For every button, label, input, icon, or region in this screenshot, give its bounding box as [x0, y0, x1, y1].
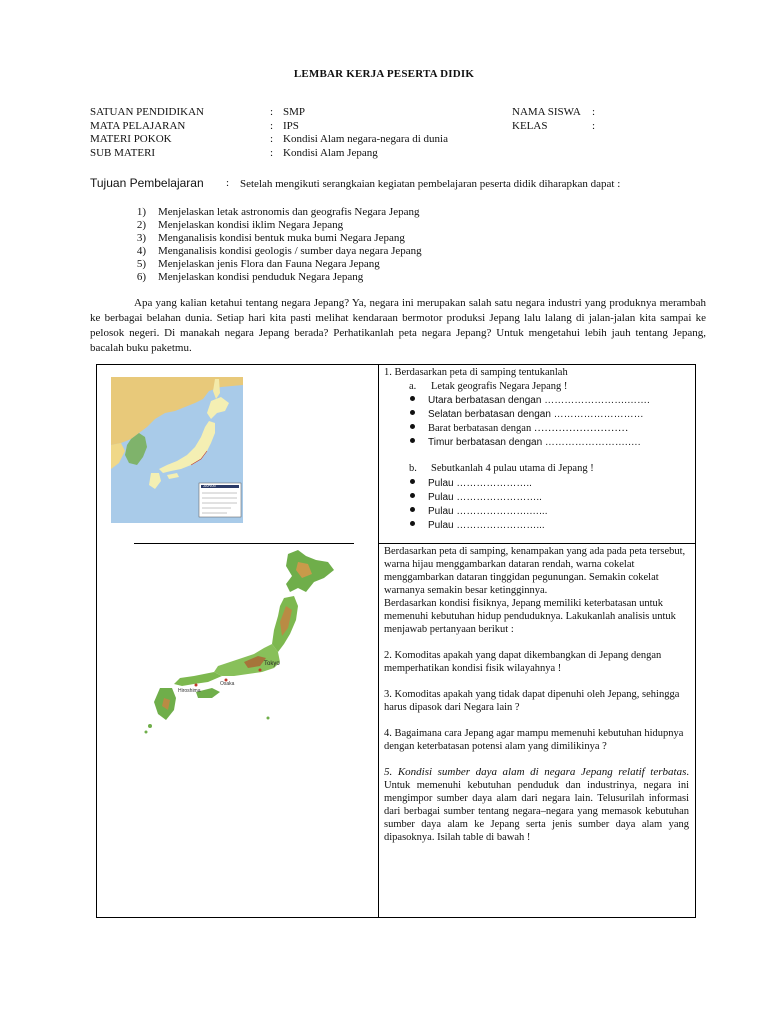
meta-label-mapel: MATA PELAJARAN — [90, 120, 186, 132]
objectives-colon: : — [226, 177, 230, 189]
japan-political-map-graphic — [111, 377, 243, 523]
analysis-questions — [384, 545, 689, 844]
meta-colon: : — [270, 133, 274, 145]
q1-b-item — [410, 491, 542, 504]
objective-item: Menjelaskan letak astronomis dan geografis Negara Jepang — [158, 206, 420, 218]
meta-label-submateri: SUB MATERI — [90, 147, 156, 159]
map-label-tokyo: Tokyo — [264, 661, 280, 667]
bullet-icon — [410, 479, 415, 484]
question-5-rest: . Untuk memenuhi kebutuhan penduduk dan industrinya, negara ini mengimpor sumber daya alam dari negara lain. Telusurilah informasi dari berbagai sumber tentang negara–negara yang memasok kebutuhan sumber daya alam ke Jepang serta jenis sumber daya alam yang dipasoknya. Isilah table di bawah ! — [384, 767, 689, 843]
objective-number: 5) — [136, 258, 146, 270]
q1-a-item — [410, 422, 628, 435]
meta-value-satuan: SMP — [283, 106, 306, 118]
question-2: 2. Komoditas apakah yang dapat dikembangkan di Jepang dengan memperhatikan kondisi fisik wilayahnya ! — [384, 650, 662, 674]
meta-value-mapel: IPS — [283, 120, 299, 132]
q1-b-item-text: Pulau ………………….…... — [428, 506, 548, 517]
objective-item: Menjelaskan kondisi penduduk Negara Jepang — [158, 271, 364, 283]
q1-a-text: Letak geografis Negara Jepang ! — [431, 381, 568, 392]
intro-paragraph: Apa yang kalian ketahui tentang negara Jepang? Ya, negara ini merupakan salah satu negara industri yang produknya merambah ke berbagai belahan dunia. Setiap hari kita pasti melihat kendaraan bermotor produksi Jepang lalu lalang di jalan-jalan kita sampai ke pelosok negeri. Di manakah negara Jepang berada? Perhatikanlah peta negara Jepang? Untuk mengetahui lebih jauh tentang Jepang, bacalah buku paketmu. — [90, 297, 706, 354]
q1-a-item — [410, 408, 644, 421]
q1-b-item — [410, 505, 547, 518]
objective-item: Menjelaskan jenis Flora dan Fauna Negara Jepang — [158, 258, 380, 270]
meta-label-materi: MATERI POKOK — [90, 133, 172, 145]
student-class-label: KELAS — [512, 120, 548, 132]
meta-value-submateri: Kondisi Alam Jepang — [283, 147, 378, 159]
bullet-icon — [410, 438, 415, 443]
student-class-colon: : — [592, 120, 596, 132]
japan-physical-map-graphic — [138, 548, 354, 738]
q1-b-item — [410, 519, 545, 532]
q1-b-item-text: Pulau …………………….. — [428, 492, 542, 503]
question-4: 4. Bagaimana cara Jepang agar mampu memenuhi kebutuhan hidupnya dengan keterbatasan potensi alam yang dimilikinya ? — [384, 728, 684, 752]
q1-b-item-text: Pulau ……………………... — [428, 520, 545, 531]
map-legend-title: JAPAN — [203, 483, 216, 488]
objective-number: 3) — [136, 232, 146, 244]
objectives-label: Tujuan Pembelajaran — [90, 176, 204, 190]
question-5 — [384, 766, 689, 844]
meta-colon: : — [270, 106, 274, 118]
objective-number: 1) — [136, 206, 146, 218]
objective-number: 4) — [136, 245, 146, 257]
q1-b-label: b. — [409, 463, 417, 474]
q1-a-item-text: Utara berbatasan dengan …………………….……. — [428, 395, 650, 406]
student-name-label: NAMA SISWA — [512, 106, 581, 118]
meta-colon: : — [270, 120, 274, 132]
objective-item: Menganalisis kondisi geologis / sumber daya negara Jepang — [158, 245, 422, 257]
question-3: 3. Komoditas apakah yang tidak dapat dipenuhi oleh Jepang, sehingga harus dipasok dari Negara lain ? — [384, 689, 680, 713]
meta-colon: : — [270, 147, 274, 159]
table-divider-horizontal-left — [134, 543, 354, 544]
map-label-osaka: Osaka — [220, 681, 235, 687]
analysis-intro: Berdasarkan kondisi fisiknya, Jepang memiliki keterbatasan untuk memenuhi kebutuhan hidup penduduknya. Lakukanlah analisis untuk menjawab pertanyaan berikut : — [384, 598, 676, 635]
q1-heading: 1. Berdasarkan peta di samping tentukanlah — [384, 367, 568, 378]
q1-a-item-text: Selatan berbatasan dengan ……………………… — [428, 409, 644, 420]
q1-a-item-text: Barat berbatasan dengan ……………………… — [428, 423, 629, 434]
objective-item: Menganalisis kondisi bentuk muka bumi Negara Jepang — [158, 232, 405, 244]
objectives-intro: Setelah mengikuti serangkaian kegiatan pembelajaran peserta didik diharapkan dapat : — [240, 178, 621, 190]
q1-b-item — [410, 477, 532, 490]
objective-number: 6) — [136, 271, 146, 283]
table-divider-vertical — [378, 364, 379, 918]
q1-a-label: a. — [409, 381, 417, 392]
bullet-icon — [410, 410, 415, 415]
meta-value-materi: Kondisi Alam negara-negara di dunia — [283, 133, 448, 145]
q1-b-text: Sebutkanlah 4 pulau utama di Jepang ! — [431, 463, 594, 474]
bullet-icon — [410, 521, 415, 526]
question-5-lead: 5. Kondisi sumber daya alam di negara Jepang relatif terbatas — [384, 766, 687, 778]
japan-political-map — [111, 377, 243, 523]
meta-label-satuan: SATUAN PENDIDIKAN — [90, 106, 204, 118]
japan-physical-map — [138, 548, 354, 738]
q1-a-item-text: Timur berbatasan dengan …………………….…. — [428, 437, 641, 448]
q1-b-item-text: Pulau ………………….. — [428, 478, 532, 489]
bullet-icon — [410, 424, 415, 429]
objective-number: 2) — [136, 219, 146, 231]
bullet-icon — [410, 507, 415, 512]
bullet-icon — [410, 493, 415, 498]
bullet-icon — [410, 396, 415, 401]
q1-a-item — [410, 394, 650, 407]
map-label-hiroshima: Hiroshima — [178, 688, 201, 694]
worksheet-title: LEMBAR KERJA PESERTA DIDIK — [293, 68, 475, 80]
q1-a-item — [410, 436, 640, 449]
student-name-colon: : — [592, 106, 596, 118]
objective-item: Menjelaskan kondisi iklim Negara Jepang — [158, 219, 344, 231]
map-explanation: Berdasarkan peta di samping, kenampakan yang ada pada peta tersebut, warna hijau menggambarkan dataran rendah, warna cokelat menggambarkan dataran tinggidan pegunungan. Semakin cokelat warnanya semakin besar ketingginnya. — [384, 546, 686, 596]
table-divider-horizontal — [378, 543, 696, 544]
